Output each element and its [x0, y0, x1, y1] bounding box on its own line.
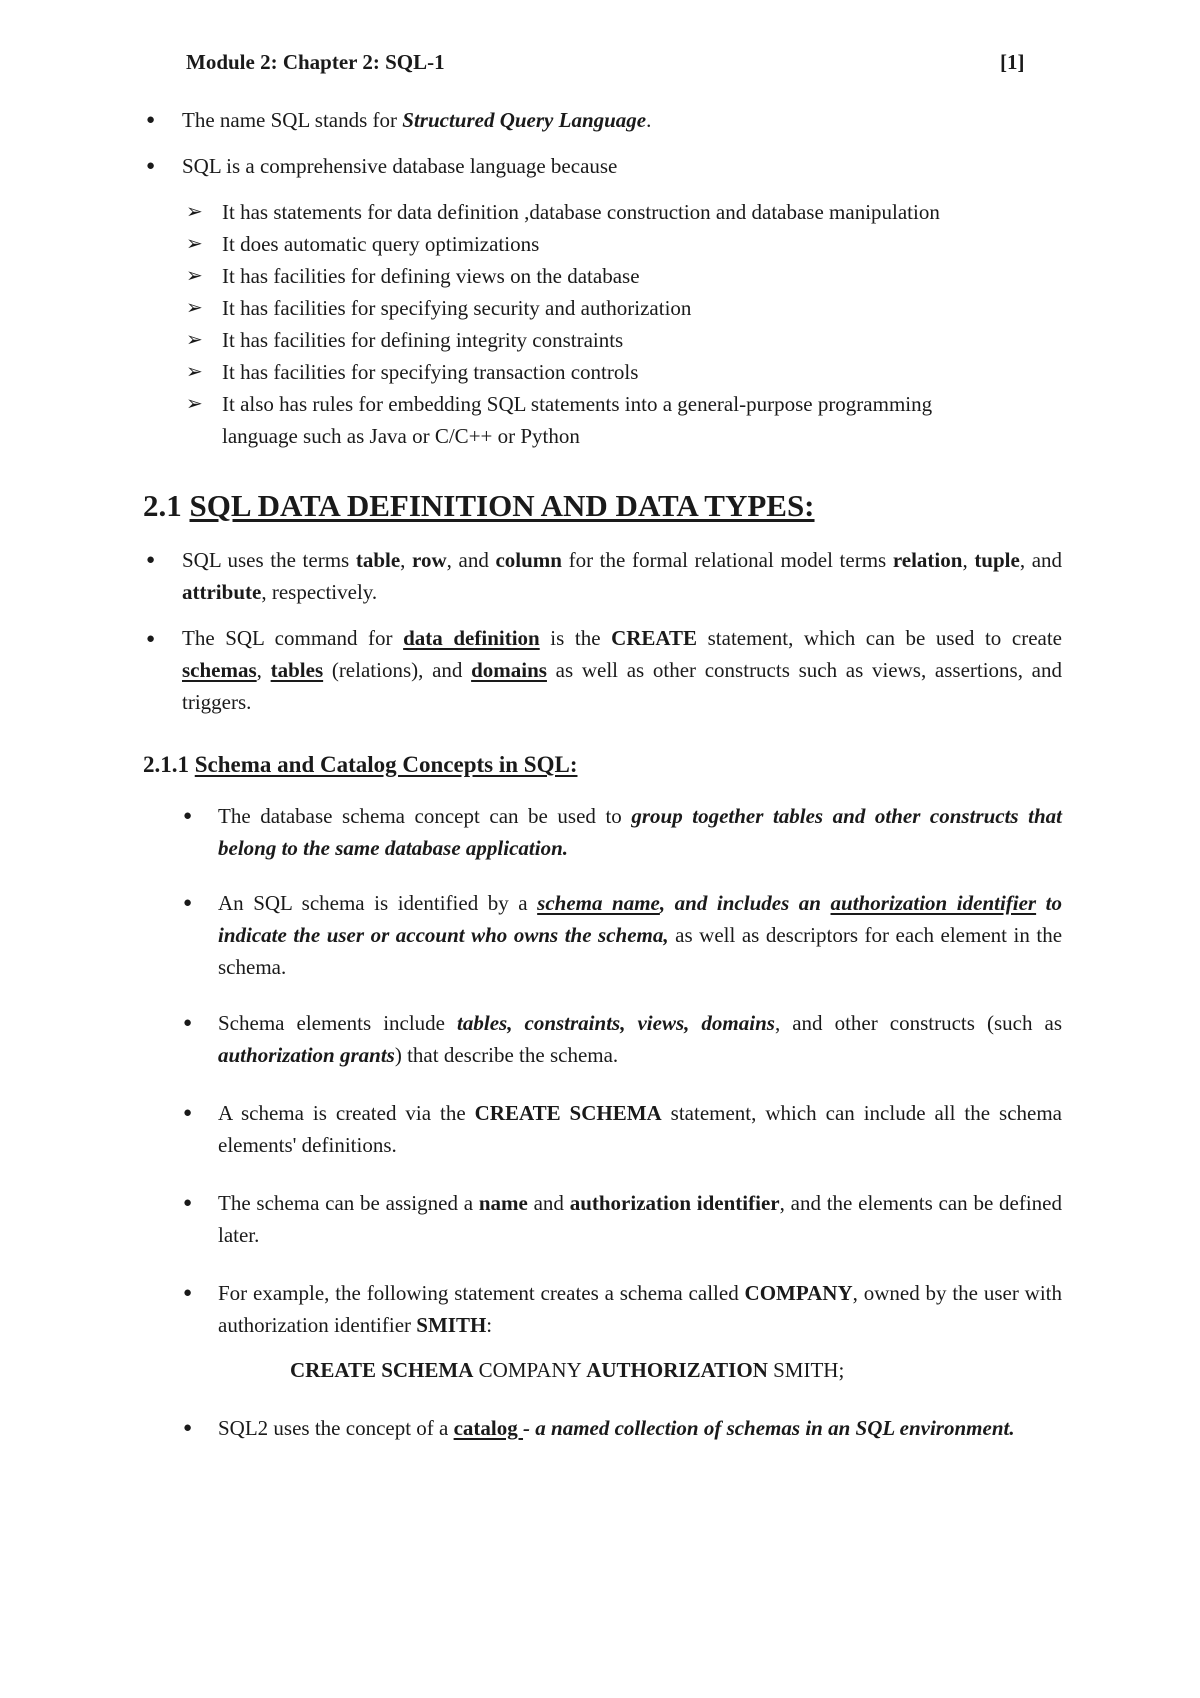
arrow-bullet-icon: ➢	[186, 393, 203, 415]
bullet-icon: ●	[183, 1105, 193, 1121]
bullet-icon: ●	[183, 1195, 193, 1211]
bullet-icon: ●	[183, 1420, 193, 1436]
section211-bullet-schema-identified: An SQL schema is identified by a schema name, and includes an authorization identifier to indicate the user or account who owns the schema, as well as descriptors for each element in the schema.	[218, 891, 1063, 979]
section211-bullet-schema-concept: The database schema concept can be used to group together tables and other constructs that belong to the same database application.	[218, 804, 1062, 860]
feature-item: It has facilities for defining integrity constraints	[222, 328, 624, 352]
bullet-icon: ●	[183, 808, 193, 824]
section21-bullet-create: The SQL command for data definition is the CREATE statement, which can be used to create schemas, tables (relations), and domains as well as other constructs such as views, assertions, and triggers.	[182, 626, 1062, 714]
section-heading-2-1-1	[143, 752, 577, 778]
text: .	[646, 108, 652, 132]
bullet-icon: ●	[183, 1285, 193, 1301]
text: The name SQL stands for	[182, 108, 403, 132]
bullet-icon: ●	[183, 895, 193, 911]
arrow-bullet-icon: ➢	[186, 361, 203, 383]
section-title: SQL DATA DEFINITION AND DATA TYPES:	[189, 488, 815, 523]
bullet-icon: ●	[146, 552, 156, 568]
arrow-bullet-icon: ➢	[186, 329, 203, 351]
feature-item-continued: language such as Java or C/C++ or Python	[222, 424, 580, 448]
section211-bullet-catalog: SQL2 uses the concept of a catalog - a named collection of schemas in an SQL environment.	[218, 1416, 1015, 1440]
feature-item: It also has rules for embedding SQL statements into a general-purpose programming	[222, 392, 933, 416]
arrow-bullet-icon: ➢	[186, 297, 203, 319]
feature-item: It has statements for data definition ,database construction and database manipulation	[222, 200, 940, 224]
arrow-bullet-icon: ➢	[186, 201, 203, 223]
code-example-create-schema: CREATE SCHEMA COMPANY AUTHORIZATION SMITH;	[290, 1358, 845, 1382]
section-title: Schema and Catalog Concepts in SQL:	[194, 752, 578, 777]
section-number: 2.1.1	[143, 752, 195, 777]
arrow-bullet-icon: ➢	[186, 265, 203, 287]
bullet-icon: ●	[146, 158, 156, 174]
feature-item: It has facilities for specifying security and authorization	[222, 296, 692, 320]
intro-bullet-comprehensive: SQL is a comprehensive database language because	[182, 154, 618, 178]
page-header-title: Module 2: Chapter 2: SQL-1	[186, 50, 445, 74]
section211-bullet-example: For example, the following statement creates a schema called COMPANY, owned by the user with authorization identifier SMITH:	[218, 1281, 1062, 1337]
section21-bullet-terms: SQL uses the terms table, row, and column for the formal relational model terms relation, tuple, and attribute, respectively.	[182, 548, 1063, 604]
section-heading-2-1	[143, 488, 815, 524]
feature-item: It has facilities for defining views on the database	[222, 264, 640, 288]
arrow-bullet-icon: ➢	[186, 233, 203, 255]
bullet-icon: ●	[146, 112, 156, 128]
feature-item: It does automatic query optimizations	[222, 232, 540, 256]
emphasis: Structured Query Language	[402, 108, 647, 132]
bullet-icon: ●	[146, 631, 156, 647]
section211-bullet-name-authorization: The schema can be assigned a name and authorization identifier, and the elements can be defined later.	[218, 1191, 1062, 1247]
intro-bullet-sql-name	[182, 104, 651, 136]
section211-bullet-create-schema: A schema is created via the CREATE SCHEMA statement, which can include all the schema elements' definitions.	[218, 1101, 1062, 1157]
section211-bullet-schema-elements: Schema elements include tables, constraints, views, domains, and other constructs (such as authorization grants) that describe the schema.	[218, 1011, 1062, 1067]
section-number: 2.1	[143, 488, 190, 523]
bullet-icon: ●	[183, 1015, 193, 1031]
feature-item: It has facilities for specifying transaction controls	[222, 360, 639, 384]
page-number: [1]	[1000, 50, 1025, 74]
